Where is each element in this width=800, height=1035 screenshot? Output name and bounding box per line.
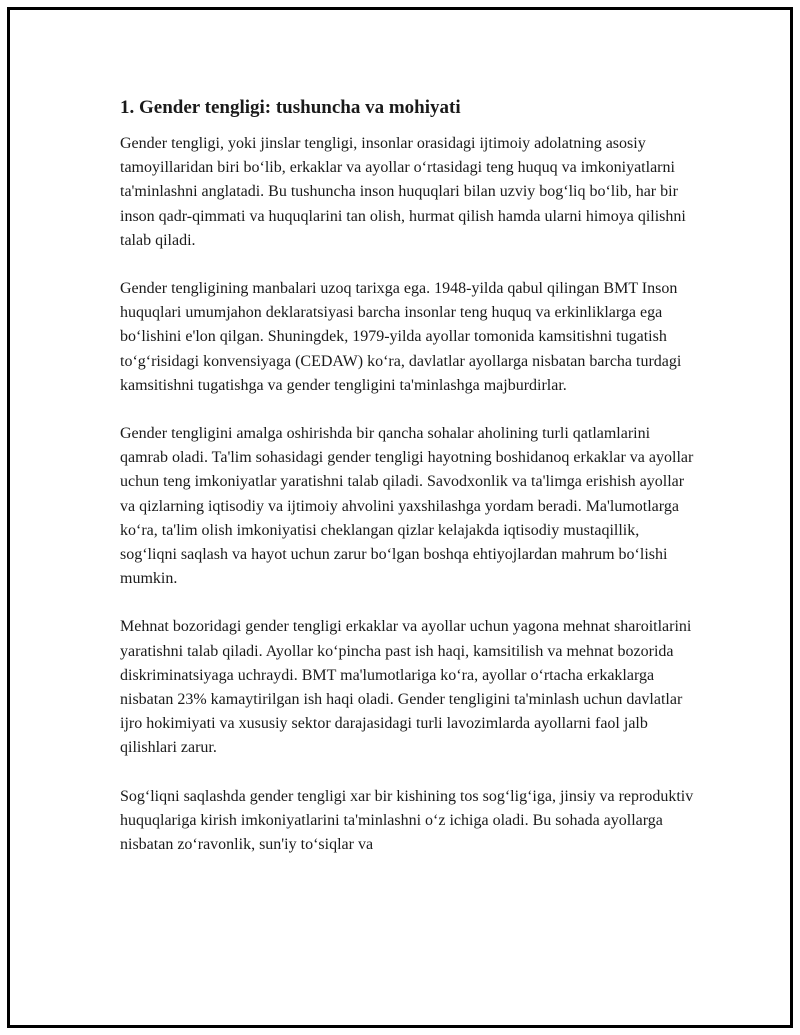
- paragraph-definition: Gender tengligi, yoki jinslar tengligi, insonlar orasidagi ijtimoiy adolatning asosiy tamoyillaridan biri bo‘lib, erkaklar va ayollar o‘rtasidagi teng huquq va imkoniyatlarni ta'minlashni anglatadi. Bu tushuncha inson huquqlari bilan uzviy bog‘liq bo‘lib, har bir inson qadr-qimmati va huquqlarini tan olish, hurmat qilish hamda ularni himoya qilishni talab qiladi.: [120, 135, 686, 249]
- paragraph-labor-market: Mehnat bozoridagi gender tengligi erkaklar va ayollar uchun yagona mehnat sharoitlarini yaratishni talab qiladi. Ayollar ko‘pincha past ish haqi, kamsitilish va mehnat bozorida diskriminatsiyaga uchraydi. BMT ma'lumotlariga ko‘ra, ayollar o‘rtacha erkaklarga nisbatan 23% kamaytirilgan ish haqi oladi. Gender tengligini ta'minlash uchun davlatlar ijro hokimiyati va xususiy sektor darajasidagi turli lavozimlarda ayollarni faol jalb qilishlari zarur.: [120, 618, 692, 757]
- paragraph-history: Gender tengligining manbalari uzoq tarixga ega. 1948-yilda qabul qilingan BMT Inson huquqlari umumjahon deklaratsiyasi barcha insonlar teng huquq va erkinliklarga ega bo‘lishini e'lon qilgan. Shuningdek, 1979-yilda ayollar tomonida kamsitishni tugatish to‘g‘risidagi konvensiyaga (CEDAW) ko‘ra, davlatlar ayollarga nisbatan barcha turdagi kamsitishni tugatishga va gender tengligini ta'minlashga majburdirlar.: [120, 280, 682, 394]
- document-content: [120, 96, 696, 881]
- section-heading: 1. Gender tengligi: tushuncha va mohiyati: [120, 97, 461, 118]
- page-frame: [7, 7, 793, 1028]
- paragraph-education: Gender tengligini amalga oshirishda bir qancha sohalar aholining turli qatlamlarini qamrab oladi. Ta'lim sohasidagi gender tengligi hayotning boshidanoq erkaklar va ayollar uchun teng imkoniyatlar yaratishni talab qiladi. Savodxonlik va ta'limga erishish ayollar va qizlarning iqtisodiy va ijtimoiy ahvolini yaxshilashga yordam beradi. Ma'lumotlarga ko‘ra, ta'lim olish imkoniyatisi cheklangan qizlar kelajakda iqtisodiy mustaqillik, sog‘liqni saqlash va hayot uchun zarur bo‘lgan boshqa ehtiyojlardan mahrum bo‘lishi mumkin.: [120, 425, 694, 588]
- paragraph-healthcare: Sog‘liqni saqlashda gender tengligi xar bir kishining tos sog‘lig‘iga, jinsiy va reproduktiv huquqlariga kirish imkoniyatlarini ta'minlashni o‘z ichiga oladi. Bu sohada ayollarga nisbatan zo‘ravonlik, sun'iy to‘siqlar va: [120, 787, 694, 854]
